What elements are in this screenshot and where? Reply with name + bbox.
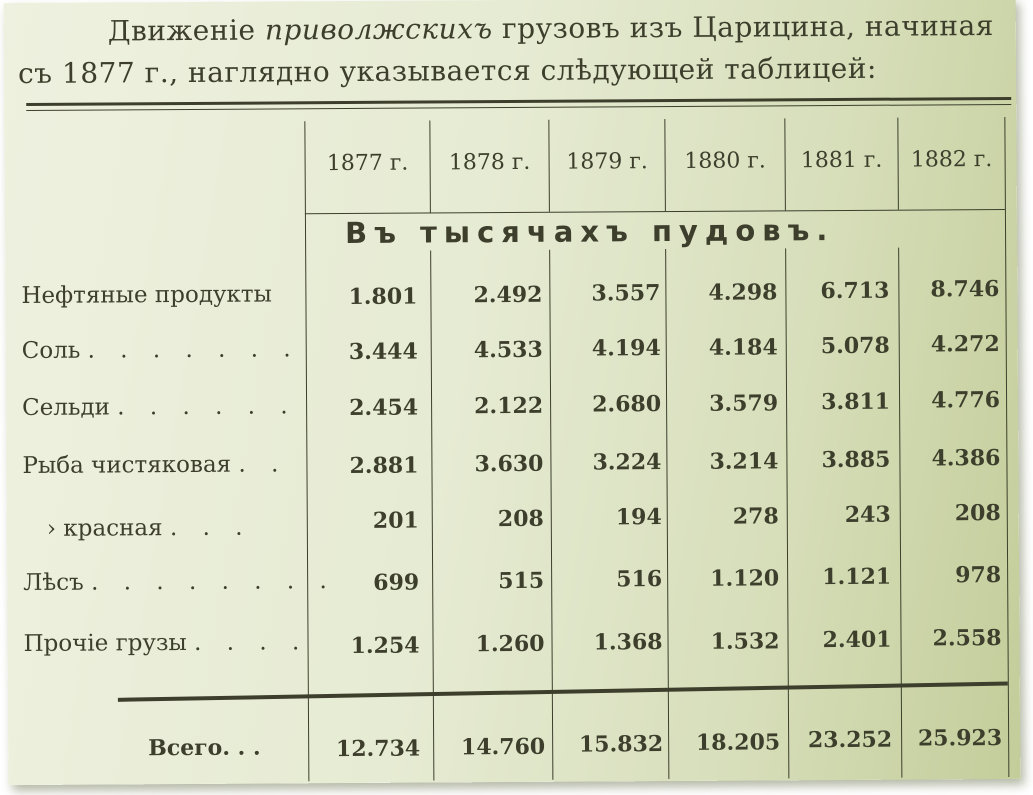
intro-text-b: грузовъ изъ Царицина, начиная <box>492 9 994 46</box>
total-cell: 14.760 <box>460 733 546 760</box>
table-cell: 3.630 <box>474 450 544 478</box>
leader-dots: . . . . . . . . <box>90 568 336 596</box>
table-cell: 2.881 <box>349 452 419 479</box>
year-header-1881: 1881 г. <box>800 147 883 174</box>
table-cell: 4.776 <box>931 387 1001 414</box>
intro-line-2: съ 1877 г., наглядно указывается слѣдующей таблицей: <box>17 51 877 91</box>
table-cell: 2.558 <box>932 625 1002 652</box>
total-cell: 25.923 <box>917 724 1003 752</box>
row-label-timber <box>23 568 336 596</box>
year-header-1879: 1879 г. <box>566 149 648 175</box>
table-cell: 978 <box>955 562 1002 589</box>
table-cell: 516 <box>616 566 663 593</box>
row-label-fish-red <box>47 515 252 542</box>
total-rule <box>118 682 1008 702</box>
total-label: Всего. . . <box>148 734 261 762</box>
year-header-1880: 1880 г. <box>684 148 766 174</box>
table-cell: 1.260 <box>475 630 545 658</box>
table-cell: 1.254 <box>350 632 420 659</box>
table-cell: 4.272 <box>930 331 1000 358</box>
table-cell: 194 <box>615 504 662 531</box>
table-cell: 4.533 <box>473 336 543 364</box>
row-label-salt <box>22 336 300 364</box>
table-cell: 201 <box>372 507 419 534</box>
column-rule <box>304 121 309 781</box>
table-cell: 3.214 <box>709 447 779 475</box>
column-rule <box>1004 117 1009 777</box>
table-cell: 208 <box>497 505 544 533</box>
row-label-oil <box>21 281 272 309</box>
year-header-1877: 1877 г. <box>326 150 409 177</box>
row-label-other <box>23 629 308 657</box>
row-label-text: Сельди <box>22 394 111 421</box>
row-label-text: Нефтяные продукты <box>21 281 272 309</box>
table-cell: 3.444 <box>348 338 418 365</box>
intro-line-1 <box>18 5 1008 53</box>
row-label-text: Рыба чистяковая <box>22 451 232 479</box>
intro-paragraph <box>18 5 1008 95</box>
table-cell: 1.801 <box>348 283 418 310</box>
total-cell: 18.205 <box>695 728 781 756</box>
intro-text-a: Движеніе <box>107 13 266 48</box>
table-cell: 2.492 <box>473 282 543 309</box>
leader-dots: . . <box>238 451 288 478</box>
table-cell: 3.811 <box>821 388 891 415</box>
table-cell: 1.120 <box>710 564 780 592</box>
leader-dots: . . . . <box>194 629 309 656</box>
row-label-fish-chistyak <box>22 451 287 479</box>
table-cell: 515 <box>498 567 545 595</box>
table-cell: 1.121 <box>822 563 892 590</box>
year-header-1882: 1882 г. <box>910 147 993 173</box>
table-cell: 699 <box>373 569 420 596</box>
table-cell: 2.401 <box>822 626 892 653</box>
table-cell: 4.386 <box>931 445 1001 472</box>
book-page <box>4 0 1021 785</box>
row-label-text: Прочіе грузы <box>23 629 187 657</box>
table-cell: 2.122 <box>474 392 544 420</box>
table-cell: 243 <box>844 501 891 528</box>
row-label-herring <box>22 393 297 421</box>
table-cell: 6.713 <box>820 277 890 304</box>
table-cell: 4.194 <box>591 335 661 362</box>
table-cell: 3.885 <box>821 446 891 473</box>
table-cell: 3.224 <box>592 449 662 476</box>
leader-dots: . . . . . . . <box>87 336 300 364</box>
row-label-text: › красная <box>46 515 163 542</box>
leader-dots: . . . . . . <box>117 393 297 421</box>
table-cell: 4.298 <box>708 278 778 306</box>
total-cell: 12.734 <box>335 735 421 763</box>
unit-label: Въ тысячахъ пудовъ. <box>344 213 835 251</box>
table-cell: 2.680 <box>592 391 662 418</box>
table-cell: 5.078 <box>820 332 890 359</box>
table-cell: 1.532 <box>710 627 780 655</box>
leader-dots: . . . <box>169 514 252 542</box>
table-cell: 8.746 <box>930 276 1000 303</box>
table-cell: 4.184 <box>708 333 778 361</box>
total-cell: 23.252 <box>807 726 893 754</box>
intro-text-italic: приволжскихъ <box>264 12 493 47</box>
row-label-text: Лѣсъ <box>23 569 84 596</box>
table-cell: 208 <box>954 500 1001 527</box>
table-cell: 3.557 <box>591 280 661 307</box>
row-label-text: Соль <box>21 337 81 364</box>
year-header-1878: 1878 г. <box>448 149 531 176</box>
table-cell: 3.579 <box>709 389 779 417</box>
table-cell: 278 <box>732 502 779 530</box>
table-cell: 1.368 <box>593 629 663 656</box>
table-cell: 2.454 <box>349 394 419 421</box>
total-cell: 15.832 <box>578 731 664 758</box>
